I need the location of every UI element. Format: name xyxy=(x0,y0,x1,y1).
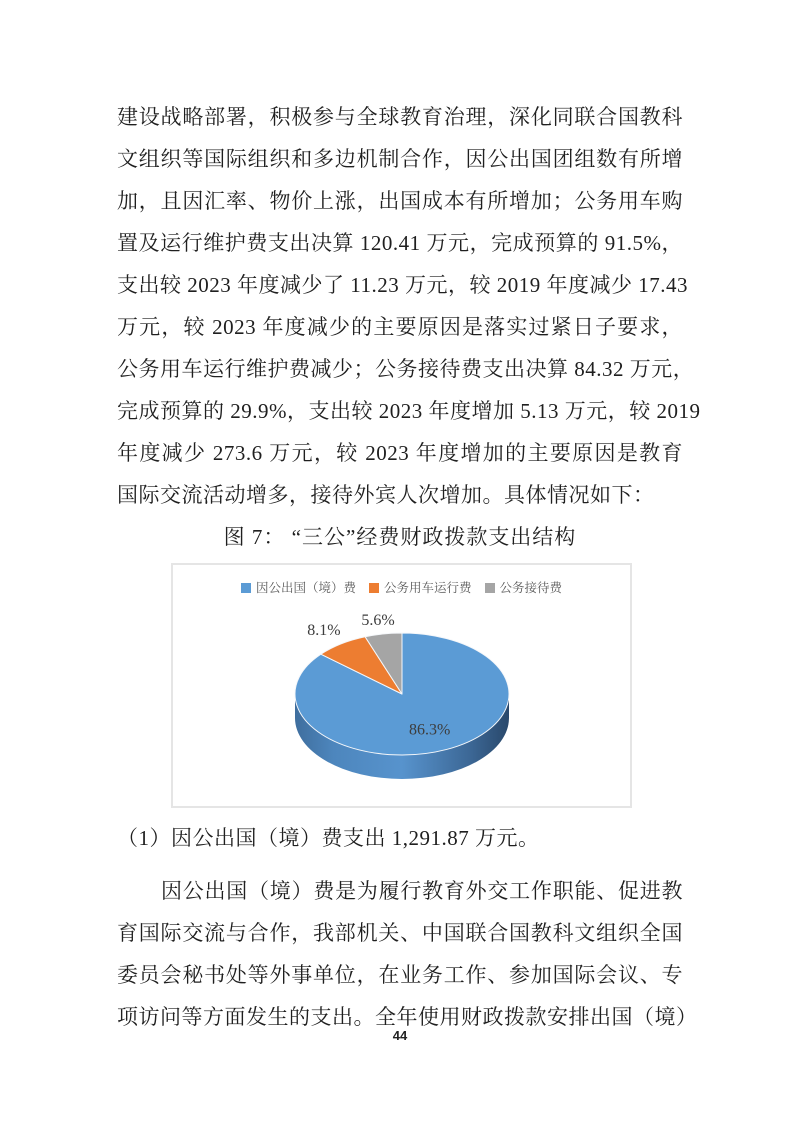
legend-label: 公务接待费 xyxy=(499,581,563,595)
legend-item xyxy=(241,578,356,596)
chart-legend xyxy=(173,578,630,596)
body-line: 支出较 2023 年度减少了 11.23 万元，较 2019 年度减少 17.43 xyxy=(117,273,688,297)
body-line: 完成预算的 29.9%，支出较 2023 年度增加 5.13 万元，较 2019 xyxy=(117,399,701,423)
body-line: 置及运行维护费支出决算 120.41 万元，完成预算的 91.5%， xyxy=(117,231,683,255)
body-line: 公务用车运行维护费减少；公务接待费支出决算 84.32 万元， xyxy=(117,357,695,381)
legend-label: 因公出国（境）费 xyxy=(255,581,356,595)
legend-swatch-icon xyxy=(369,583,379,593)
pie-data-label: 8.1% xyxy=(307,621,341,639)
body-line: 加，且因汇率、物价上涨，出国成本有所增加；公务用车购 xyxy=(117,189,683,213)
three-public-expense-pie-chart xyxy=(173,565,630,802)
figure-caption: 图 7： “三公”经费财政拨款支出结构 xyxy=(223,525,577,549)
body-line: 国际交流活动增多，接待外宾人次增加。具体情况如下： xyxy=(117,483,655,507)
legend-item xyxy=(485,578,563,596)
body-line: 育国际交流与合作，我部机关、中国联合国教科文组织全国 xyxy=(117,921,683,945)
body-line: 文组织等国际组织和多边机制合作，因公出国团组数有所增 xyxy=(117,147,683,171)
body-line: 建设战略部署，积极参与全球教育治理，深化同联合国教科 xyxy=(117,105,683,129)
pie-data-label: 5.6% xyxy=(361,611,395,629)
body-line: 因公出国（境）费是为履行教育外交工作职能、促进教 xyxy=(161,879,683,903)
item-1-heading: （1）因公出国（境）费支出 1,291.87 万元。 xyxy=(117,826,540,850)
pie-data-label: 86.3% xyxy=(409,721,451,739)
legend-item xyxy=(369,578,472,596)
body-line: 万元，较 2023 年度减少的主要原因是落实过紧日子要求， xyxy=(117,315,683,339)
legend-swatch-icon xyxy=(241,583,251,593)
text-column xyxy=(117,96,701,1038)
body-line: 委员会秘书处等外事单位，在业务工作、参加国际会议、专 xyxy=(117,963,683,987)
legend-label: 公务用车运行费 xyxy=(383,581,472,595)
body-line: 项访问等方面发生的支出。全年使用财政拨款安排出国（境） xyxy=(117,1005,698,1029)
body-line: 年度减少 273.6 万元，较 2023 年度增加的主要原因是教育 xyxy=(117,441,683,465)
page-number: 44 xyxy=(392,1028,408,1043)
legend-swatch-icon xyxy=(485,583,495,593)
figure-7-chart-frame xyxy=(171,563,632,808)
